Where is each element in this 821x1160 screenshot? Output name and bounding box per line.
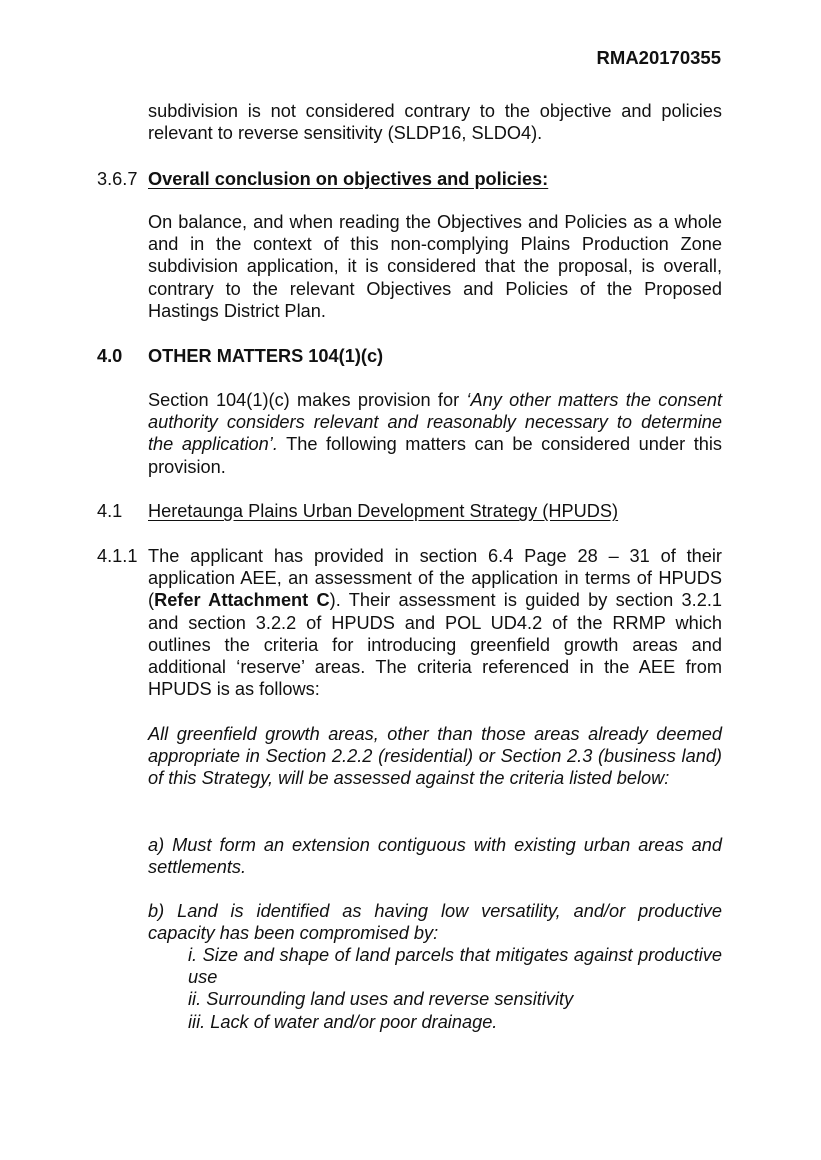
section-heading-4-1: Heretaunga Plains Urban Development Strategy (HPUDS)	[148, 501, 619, 521]
intro-paragraph: subdivision is not considered contrary to the objective and policies relevant to reverse sensitivity (SLDP16, SLDO4).	[148, 101, 722, 144]
section-body-4-0	[148, 389, 722, 478]
section-heading-3-6-7: Overall conclusion on objectives and policies:	[148, 169, 549, 189]
criteria-b-item	[188, 988, 722, 1010]
criteria-b-item-text: iii. Lack of water and/or poor drainage.	[188, 1012, 498, 1032]
criteria-a	[148, 834, 722, 878]
criteria-a-text: a) Must form an extension contiguous with existing urban areas and settlements.	[148, 835, 722, 878]
criteria-intro-text: All greenfield growth areas, other than those areas already deemed appropriate in Section 2.2.2 (residential) or Section 2.3 (business land) of this Strategy, will be assessed against the criteria listed below:	[148, 724, 722, 789]
criteria-b	[148, 900, 722, 944]
criteria-b-item-text: ii. Surrounding land uses and reverse sensitivity	[188, 989, 574, 1009]
criteria-b-item	[188, 944, 722, 988]
criteria-intro	[148, 723, 722, 790]
body-text: The applicant has provided in section 6.4 Page 28 – 31 of their application AEE, an assessment of the application in terms of HPUDS (	[148, 546, 722, 611]
criteria-b-item	[188, 1011, 722, 1033]
section-body-3-6-7: On balance, and when reading the Objectives and Policies as a whole and in the context of this non-complying Plains Production Zone subdivision application, it is considered that the proposal, is overall, contrary to the relevant Objectives and Policies of the Proposed Hastings District Plan.	[148, 212, 722, 321]
reference-number: RMA20170355	[596, 47, 721, 68]
body-text: ). Their assessment is guided by section 3.2.1 and section 3.2.2 of HPUDS and POL UD4.2 of the RRMP which outlines the criteria for introducing greenfield growth areas and additional ‘reserve’ areas. The criteria referenced in the AEE from HPUDS is as follows:	[148, 590, 722, 700]
section-number-4-1-1: 4.1.1	[97, 546, 138, 566]
body-text: The following matters can be considered under this provision.	[148, 434, 722, 477]
section-heading-4-0: OTHER MATTERS 104(1)(c)	[148, 346, 384, 366]
attachment-reference: Refer Attachment C	[154, 590, 330, 611]
section-number-4-0: 4.0	[97, 346, 123, 366]
body-text: Section 104(1)(c) makes provision for	[148, 390, 467, 410]
section-body-4-1-1	[148, 545, 722, 700]
section-number-4-1: 4.1	[97, 501, 123, 521]
quoted-text: ‘Any other matters the consent authority considers relevant and reasonably necessary to determine the application’.	[148, 390, 722, 455]
section-number-3-6-7: 3.6.7	[97, 169, 138, 189]
criteria-b-text: b) Land is identified as having low versatility, and/or productive capacity has been compromised by:	[148, 901, 722, 944]
criteria-b-item-text: i. Size and shape of land parcels that mitigates against productive use	[188, 945, 722, 988]
